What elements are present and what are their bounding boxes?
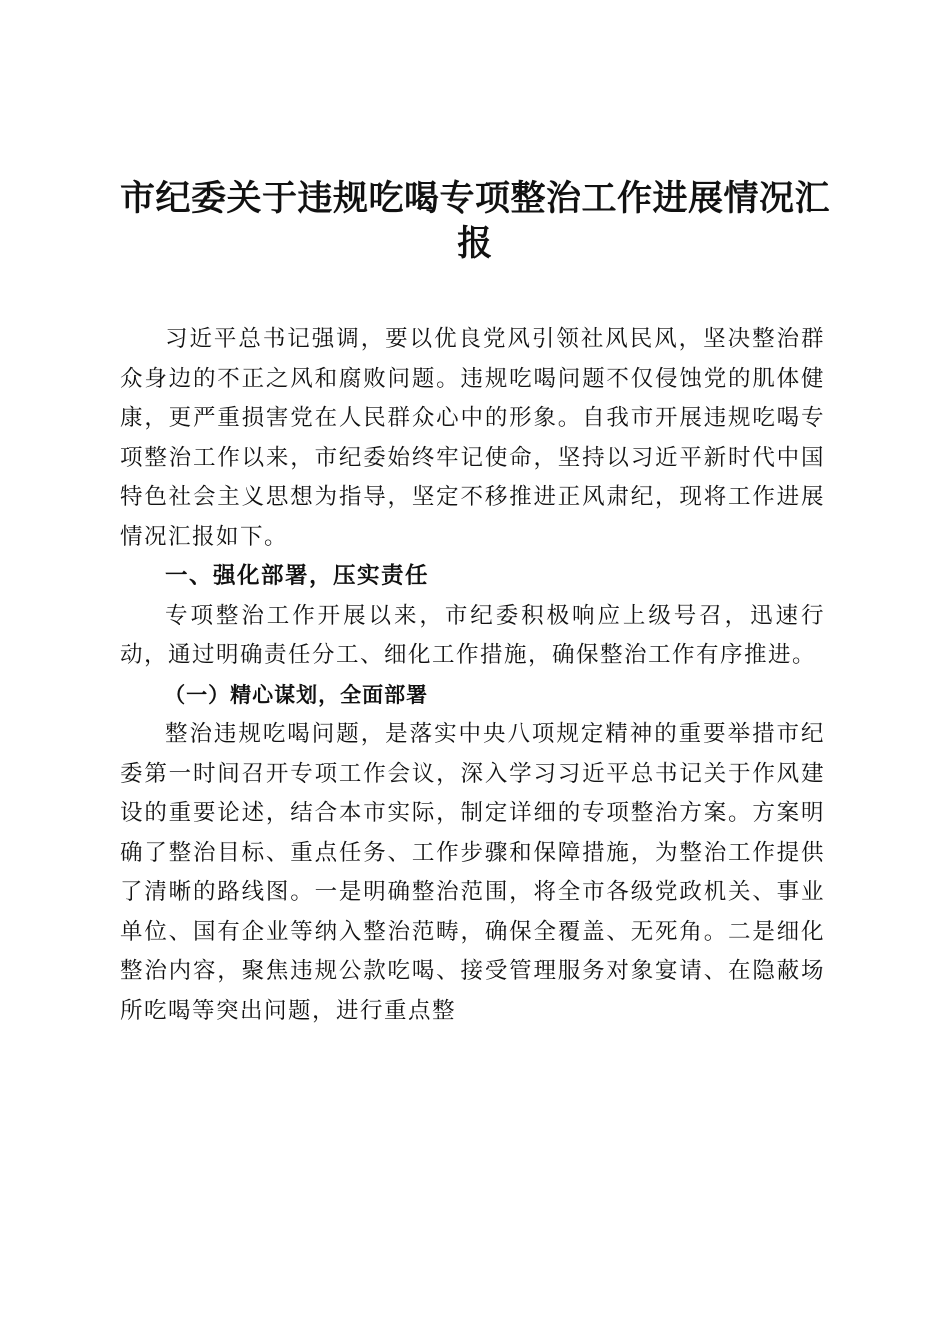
- document-body: [120, 320, 825, 1031]
- subsection-1-heading: （一）精心谋划，全面部署: [164, 682, 429, 707]
- intro-paragraph: 习近平总书记强调，要以优良党风引领社风民风，坚决整治群众身边的不正之风和腐败问题。违规吃喝问题不仅侵蚀党的肌体健康，更严重损害党在人民群众心中的形象。自我市开展违规吃喝专项整治工作以来，市纪委始终牢记使命，坚持以习近平新时代中国特色社会主义思想为指导，坚定不移推进正风肃纪，现将工作进展情况汇报如下。: [120, 326, 825, 550]
- document-title: [110, 176, 840, 266]
- section-1-heading: 一、强化部署，压实责任: [165, 563, 430, 589]
- subsection-1-paragraph: 整治违规吃喝问题，是落实中央八项规定精神的重要举措市纪委第一时间召开专项工作会议，深入学习习近平总书记关于作风建设的重要论述，结合本市实际，制定详细的专项整治方案。方案明确了整治目标、重点任务、工作步骤和保障措施，为整治工作提供了清晰的路线图。一是明确整治范围，将全市各级党政机关、事业单位、国有企业等纳入整治范畴，确保全覆盖、无死角。二是细化整治内容，聚焦违规公款吃喝、接受管理服务对象宴请、在隐蔽场所吃喝等突出问题，进行重点整: [120, 721, 825, 1024]
- title-line-2: 报: [457, 223, 493, 264]
- title-line-1: 市纪委关于违规吃喝专项整治工作进展情况汇: [119, 178, 830, 219]
- section-1-paragraph: 专项整治工作开展以来，市纪委积极响应上级号召，迅速行动，通过明确责任分工、细化工作措施，确保整治工作有序推进。: [120, 602, 825, 668]
